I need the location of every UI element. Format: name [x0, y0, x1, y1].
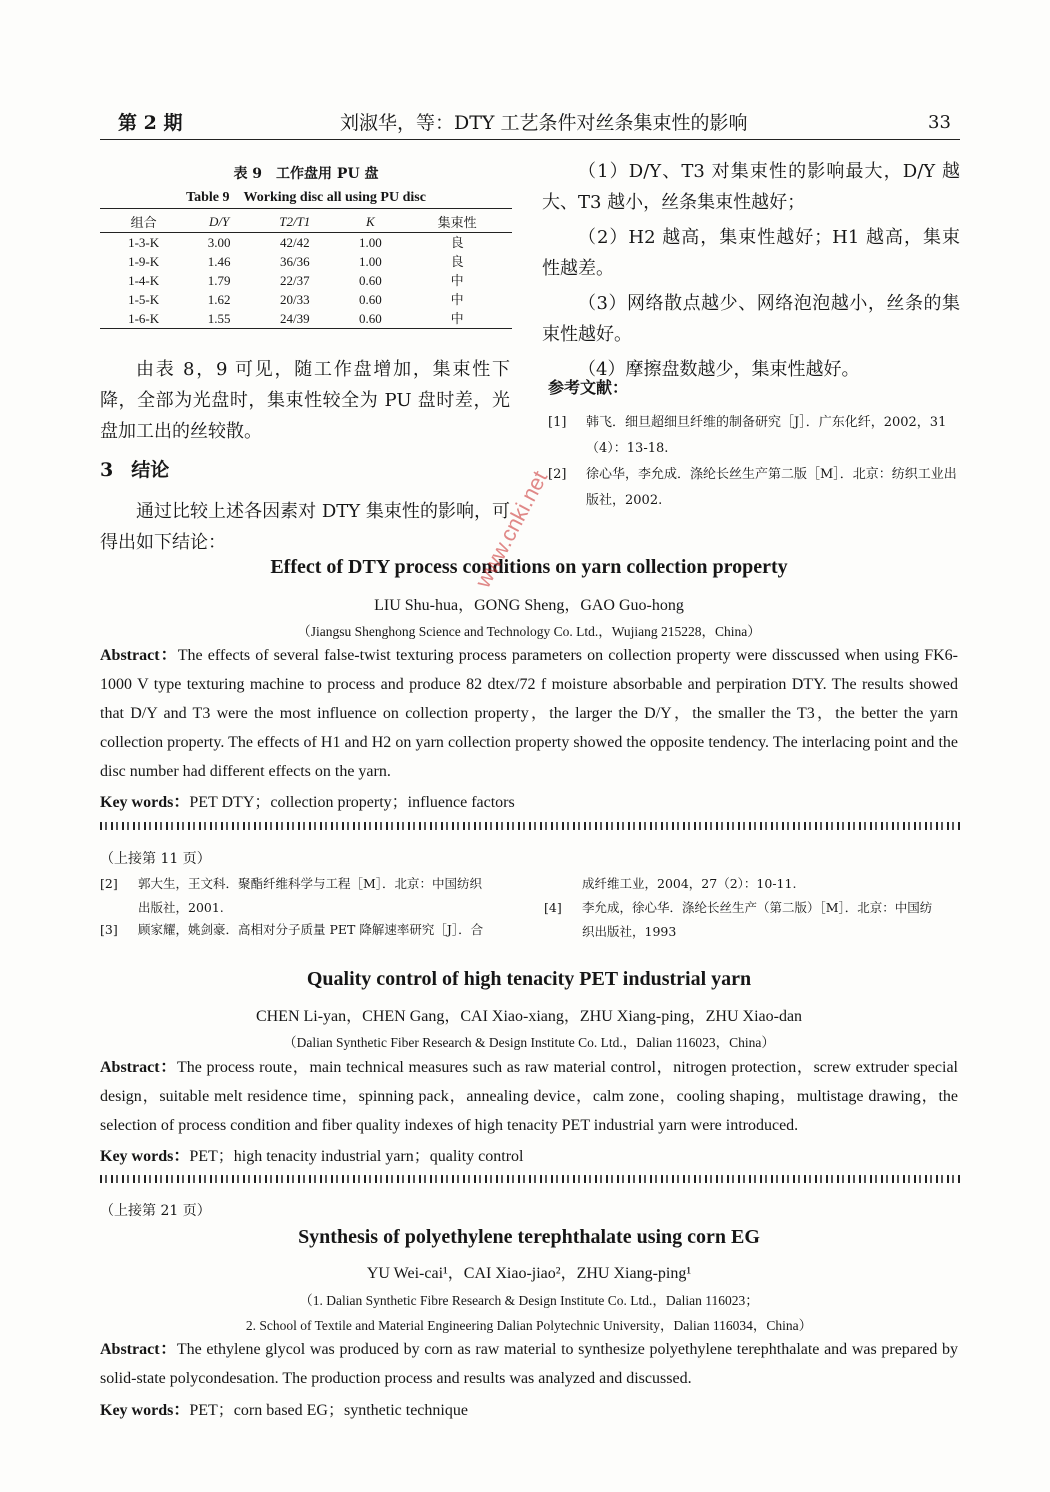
- reference-text: 李允成，徐心华．涤纶长丝生产（第二版）［M］．北京：中国纺: [582, 900, 933, 915]
- table-cell: 良: [450, 235, 464, 250]
- abstract-affiliation: 2. School of Textile and Material Engineering Dalian Polytechnic University，Dalian 116034，China）: [245, 1318, 813, 1333]
- ornamental-divider: [100, 822, 960, 830]
- reference-item: [100, 872, 520, 920]
- reference-item: [548, 462, 960, 514]
- references-heading: 参考文献：: [548, 378, 629, 397]
- abstract-label: Abstract：: [100, 1341, 177, 1358]
- section-number: 3: [100, 459, 114, 481]
- table-cell: 1.00: [359, 254, 382, 269]
- reference-item: [544, 872, 960, 896]
- keywords-text: PET DTY；collection property；influence factors: [189, 794, 515, 811]
- table-caption-en: Table 9 Working disc all using PU disc: [186, 190, 426, 205]
- abstract-authors: YU Wei-cai¹，CAI Xiao-jiao²，ZHU Xiang-ping¹: [366, 1265, 692, 1282]
- abstract-authors: CHEN Li-yan，CHEN Gang，CAI Xiao-xiang，ZHU Xiang-ping，ZHU Xiao-dan: [255, 1008, 803, 1025]
- table-cell: 0.60: [359, 292, 382, 307]
- table-row: [100, 271, 512, 290]
- abstract-label: Abstract：: [100, 647, 178, 664]
- table-cell: 3.00: [207, 235, 231, 250]
- reference-text: 顾家耀，姚剑豪．高相对分子质量 PET 降解速率研究［J］．合: [138, 922, 484, 937]
- abstract-affiliation: （Dalian Synthetic Fiber Research & Design Institute Co. Ltd.，Dalian 116023，China）: [283, 1035, 775, 1050]
- table-header-cell: 集束性: [402, 209, 512, 233]
- table-row: [100, 233, 512, 253]
- reference-item: [548, 410, 960, 462]
- table-cell: 22/37: [279, 273, 310, 288]
- abstract-body: [100, 1053, 958, 1140]
- keywords-label: Key words：: [100, 1402, 190, 1419]
- issue-number: 第 2 期: [118, 112, 183, 134]
- abstract-affiliation: （Jiangsu Shenghong Science and Technology Co. Ltd.，Wujiang 215228，China）: [297, 624, 761, 639]
- conclusion-item: （2）H2 越高，集束性越好；H1 越高，集束性越差。: [542, 227, 960, 279]
- table-cell: 20/33: [279, 292, 310, 307]
- header-rule: [100, 139, 960, 140]
- table-cell: 0.60: [338, 309, 402, 329]
- reference-number: [2]: [100, 876, 118, 891]
- ornamental-divider: [100, 1175, 960, 1183]
- conclusion-item: （1）D/Y、T3 对集束性的影响最大，D/Y 越大、T3 越小，丝条集束性越好；: [542, 161, 960, 213]
- table-cell: 1.46: [207, 254, 231, 269]
- conclusion-list: [542, 156, 960, 389]
- keywords: [100, 1397, 468, 1420]
- running-title: 刘淑华，等：DTY 工艺条件对丝条集束性的影响: [340, 112, 748, 134]
- table-cell: 1-3-K: [128, 235, 160, 250]
- table-row: [100, 290, 512, 309]
- table-cell: 中: [450, 273, 464, 288]
- table-cell: 良: [450, 254, 464, 269]
- reference-text: 出版社，2001.: [138, 900, 224, 915]
- body-paragraph: 通过比较上述各因素对 DTY 集束性的影响，可得出如下结论：: [100, 501, 510, 553]
- abstract-title: Quality control of high tenacity PET industrial yarn: [306, 968, 752, 990]
- table-cell: 1-6-K: [100, 309, 187, 329]
- reference-number: [4]: [544, 900, 562, 915]
- keywords-text: PET；corn based EG；synthetic technique: [189, 1402, 468, 1419]
- table-cell: 中: [402, 309, 512, 329]
- section-heading: [100, 455, 169, 482]
- keywords: [100, 789, 515, 812]
- reference-number: [2]: [548, 467, 567, 482]
- table-row: [100, 309, 512, 329]
- table-cell: 1.62: [207, 292, 231, 307]
- reference-text: 徐心华，李允成．涤纶长丝生产第二版［M］．北京：纺织工业出: [586, 467, 957, 482]
- continued-label: （上接第 21 页）: [100, 1203, 211, 1219]
- abstract-body: [100, 641, 958, 786]
- table-cell: 1-4-K: [128, 273, 160, 288]
- reference-text: （4）：13-18.: [586, 441, 669, 456]
- table-header-cell: T2/T1: [251, 209, 338, 233]
- table-cell: 1-9-K: [128, 254, 160, 269]
- reference-number: [3]: [100, 922, 118, 937]
- reference-number: [1]: [548, 415, 567, 430]
- abstract-text: The effects of several false-twist texturing process parameters on collection property were disscussed when using FK6-1000 V type texturing machine to process and produce 82 dtex/72 f moisture absorbable and perpiration DTY. The results showed that D/Y and T3 were the most influence on collection property，the larger the D/Y，the smaller the T3，the better the yarn collection property. The effects of H1 and H2 on yarn collection property showed the opposite tendency. The interlacing point and the disc number had different effects on the yarn.: [100, 647, 959, 780]
- keywords-label: Key words：: [100, 1148, 190, 1165]
- abstract-authors: LIU Shu-hua，GONG Sheng，GAO Guo-hong: [374, 597, 684, 614]
- table-row: [100, 252, 512, 271]
- reference-text: 成纤维工业，2004，27（2）：10-11.: [582, 876, 797, 891]
- table-cell: 1.00: [359, 235, 382, 250]
- reference-item: [544, 896, 960, 944]
- abstract-body: [100, 1335, 958, 1393]
- conclusion-item: （4）摩擦盘数越少，集束性越好。: [578, 359, 860, 380]
- table-header-cell: K: [338, 209, 402, 233]
- abstract-title: Effect of DTY process conditions on yarn collection property: [270, 556, 788, 578]
- table-header-row: [100, 209, 512, 233]
- table-cell: 1-5-K: [128, 292, 160, 307]
- table-cell: 0.60: [359, 273, 382, 288]
- section-title: 结论: [131, 459, 170, 481]
- keywords-text: PET；high tenacity industrial yarn；quality control: [189, 1148, 524, 1165]
- conclusion-item: （3）网络散点越少、网络泡泡越小，丝条的集束性越好。: [542, 293, 960, 345]
- body-paragraph: 由表 8，9 可见，随工作盘增加，集束性下降，全部为光盘时，集束性较全为 PU 盘时差，光盘加工出的丝较散。: [100, 359, 510, 442]
- keywords: [100, 1143, 524, 1166]
- table-cell: 1.79: [207, 273, 231, 288]
- abstract-text: The process route，main technical measures such as raw material control，nitrogen protection，screw extruder special design，suitable melt residence time，spinning pack，annealing device，calm zone，cooling shaping，multistage drawing，the selection of process condition and fiber quality indexes of high tenacity PET industrial yarn were introduced.: [100, 1059, 958, 1134]
- watermark: www.cnki.net: [470, 466, 553, 592]
- table-header-cell: 组合: [100, 209, 187, 233]
- table-cell: 24/39: [251, 309, 338, 329]
- page-number: 33: [928, 112, 951, 133]
- table-caption-cn: 表 9 工作盘用 PU 盘: [233, 166, 379, 182]
- abstract-text: The ethylene glycol was produced by corn as raw material to synthesize polyethylene terephthalate and was prepared by solid-state polycondesation. The production process and results was analyzed and discussed.: [100, 1341, 958, 1387]
- keywords-label: Key words：: [100, 794, 190, 811]
- table-header-cell: D/Y: [187, 209, 251, 233]
- abstract-title: Synthesis of polyethylene terephthalate using corn EG: [298, 1226, 760, 1248]
- reference-text: 版社，2002.: [586, 493, 663, 508]
- abstract-affiliation: （1. Dalian Synthetic Fibre Research & Design Institute Co. Ltd.，Dalian 116023；: [299, 1293, 759, 1308]
- continued-label: （上接第 11 页）: [100, 851, 211, 867]
- table-cell: 中: [450, 292, 464, 307]
- table-cell: 36/36: [279, 254, 310, 269]
- reference-text: 织出版社，1993: [582, 924, 677, 939]
- reference-item: [100, 918, 520, 942]
- table-9: [100, 208, 512, 329]
- reference-text: 郭大生，王文科．聚酯纤维科学与工程［M］．北京：中国纺织: [138, 876, 483, 891]
- table-cell: 1.55: [187, 309, 251, 329]
- reference-text: 韩飞．细旦超细旦纤维的制备研究［J］．广东化纤，2002，31: [586, 415, 947, 430]
- abstract-label: Abstract：: [100, 1059, 177, 1076]
- table-cell: 42/42: [279, 235, 310, 250]
